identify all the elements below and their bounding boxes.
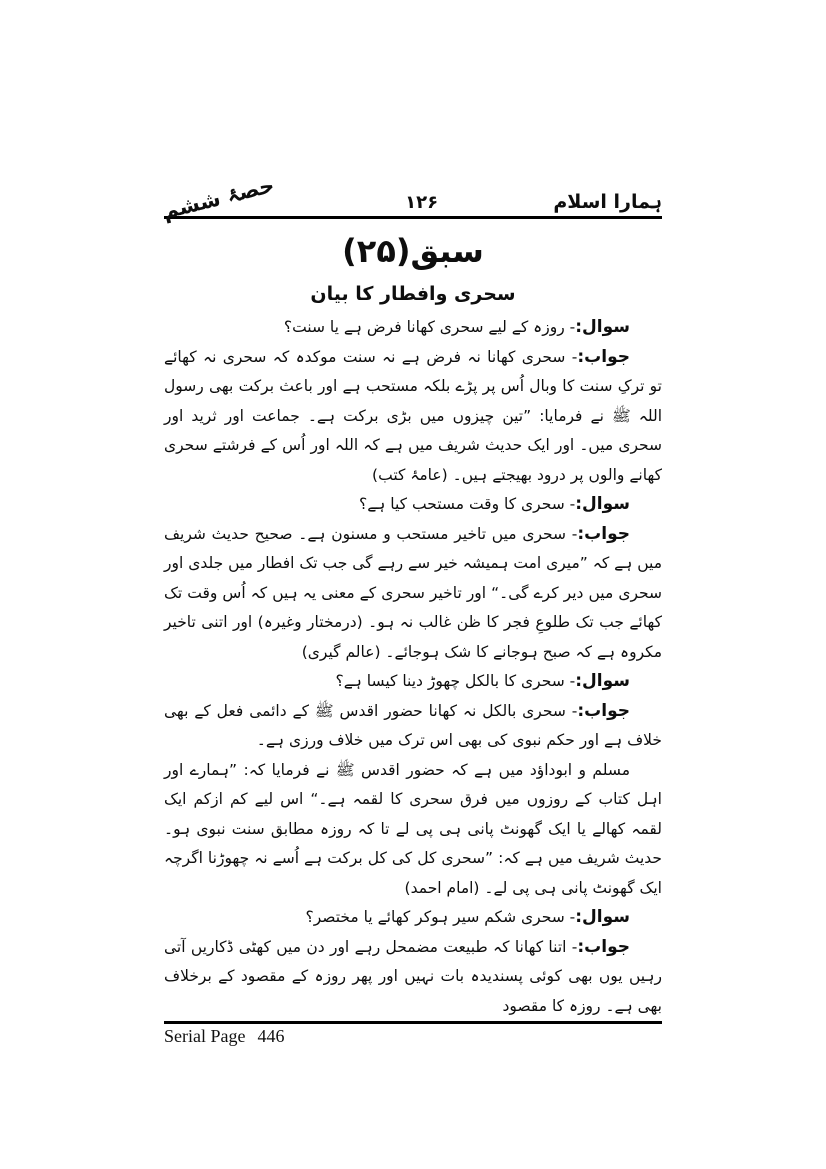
header-page-number: ۱۲۶ xyxy=(405,192,439,213)
qa-paragraph-text: - سحری کھانا نہ فرض ہے نہ سنت موکدہ کہ سحری نہ کھائے تو ترکِ سنت کا وبال اُس پر پڑے بلکہ مستحب ہے اور باعث برکت بھی رسول اللہ ﷺ نے فرمایا: ”تین چیزوں میں بڑی برکت ہے۔ جماعت اور ثرید اور سحری میں۔ اور ایک حدیث شریف میں ہے کہ اللہ اور اُس کے فرشتے سحری کھانے والوں پر درود بھیجتے ہیں۔ (عامۂ کتب) xyxy=(164,347,662,484)
qa-paragraph xyxy=(164,756,662,904)
qa-paragraph-text: - سحری میں تاخیر مستحب و مسنون ہے۔ صحیح حدیث شریف میں ہے کہ ”میری امت ہمیشہ خیر سے رہے گی جب تک افطار میں جلدی اور سحری میں دیر کرے گی۔“ اور تاخیر سحری کے معنی یہ ہیں کہ اُس وقت تک کھائے جب تک طلوعِ فجر کا ظن غالب نہ ہو۔ (درمختار وغیرہ) اور اتنی تاخیر مکروہ ہے کہ صبح ہوجانے کا شک ہوجائے۔ (عالم گیری) xyxy=(164,524,662,661)
qa-lead-label: سوال: xyxy=(575,907,630,927)
qa-paragraph-text: - اتنا کھانا کہ طبیعت مضمحل رہے اور دن میں کھٹی ڈکاریں آتی رہیں یوں بھی کوئی پسندیدہ بات نہیں اور پھر روزہ کے مقصود کے برخلاف بھی ہے۔ روزہ کا مقصود xyxy=(164,937,662,1015)
qa-paragraph xyxy=(164,697,662,756)
page-footer xyxy=(164,1021,662,1047)
qa-lead-label: جواب: xyxy=(577,936,630,957)
qa-paragraph xyxy=(164,490,662,520)
header-book-title: ہمارا اسلام xyxy=(553,191,662,213)
lesson-title: سبق(۲۵) xyxy=(342,232,484,270)
page-content xyxy=(160,172,662,1047)
header-part-label: حصۂ ششم xyxy=(160,172,277,224)
qa-paragraph-text: - سحری کا بالکل چھوڑ دینا کیسا ہے؟ xyxy=(335,672,576,690)
qa-paragraph xyxy=(164,313,662,343)
qa-paragraph xyxy=(164,903,662,933)
lesson-subtitle: سحری وافطار کا بیان xyxy=(310,283,516,305)
serial-page-label: Serial Page xyxy=(164,1026,246,1046)
qa-lead-label: سوال: xyxy=(575,494,630,514)
qa-lead-label: جواب: xyxy=(577,346,630,367)
qa-lead-label: سوال: xyxy=(575,317,630,337)
qa-paragraph-text: - سحری بالکل نہ کھانا حضور اقدس ﷺ کے دائمی فعل کے بھی خلاف ہے اور حکم نبوی کی بھی اس ترک میں خلاف ورزی ہے۔ xyxy=(164,701,662,749)
qa-paragraph-text: - سحری شکم سیر ہوکر کھائے یا مختصر؟ xyxy=(305,908,576,926)
qa-body xyxy=(164,313,662,1021)
qa-paragraph xyxy=(164,933,662,1022)
running-header xyxy=(160,172,662,224)
qa-paragraph-text: مسلم و ابوداؤد میں ہے کہ حضور اقدس ﷺ نے فرمایا کہ: ”ہمارے اور اہل کتاب کے روزوں میں فرق سحری کا لقمہ ہے۔“ اس لیے کم ازکم ایک لقمہ کھالے یا ایک گھونٹ پانی ہی پی لے تا کہ روزہ مطابق سنت نبوی ہو۔ حدیث شریف میں ہے کہ: ”سحری کل کی کل برکت ہے اُسے نہ چھوڑنا اگرچہ ایک گھونٹ پانی ہی پی لے۔ (امام احمد) xyxy=(164,760,662,897)
qa-paragraph xyxy=(164,343,662,491)
qa-paragraph xyxy=(164,667,662,697)
qa-paragraph-text: - روزہ کے لیے سحری کھانا فرض ہے یا سنت؟ xyxy=(283,318,576,336)
qa-lead-label: سوال: xyxy=(575,671,630,691)
qa-lead-label: جواب: xyxy=(577,700,630,721)
qa-paragraph xyxy=(164,520,662,668)
qa-paragraph-text: - سحری کا وقت مستحب کیا ہے؟ xyxy=(358,495,576,513)
qa-lead-label: جواب: xyxy=(577,523,630,544)
serial-page-number: 446 xyxy=(257,1026,285,1046)
